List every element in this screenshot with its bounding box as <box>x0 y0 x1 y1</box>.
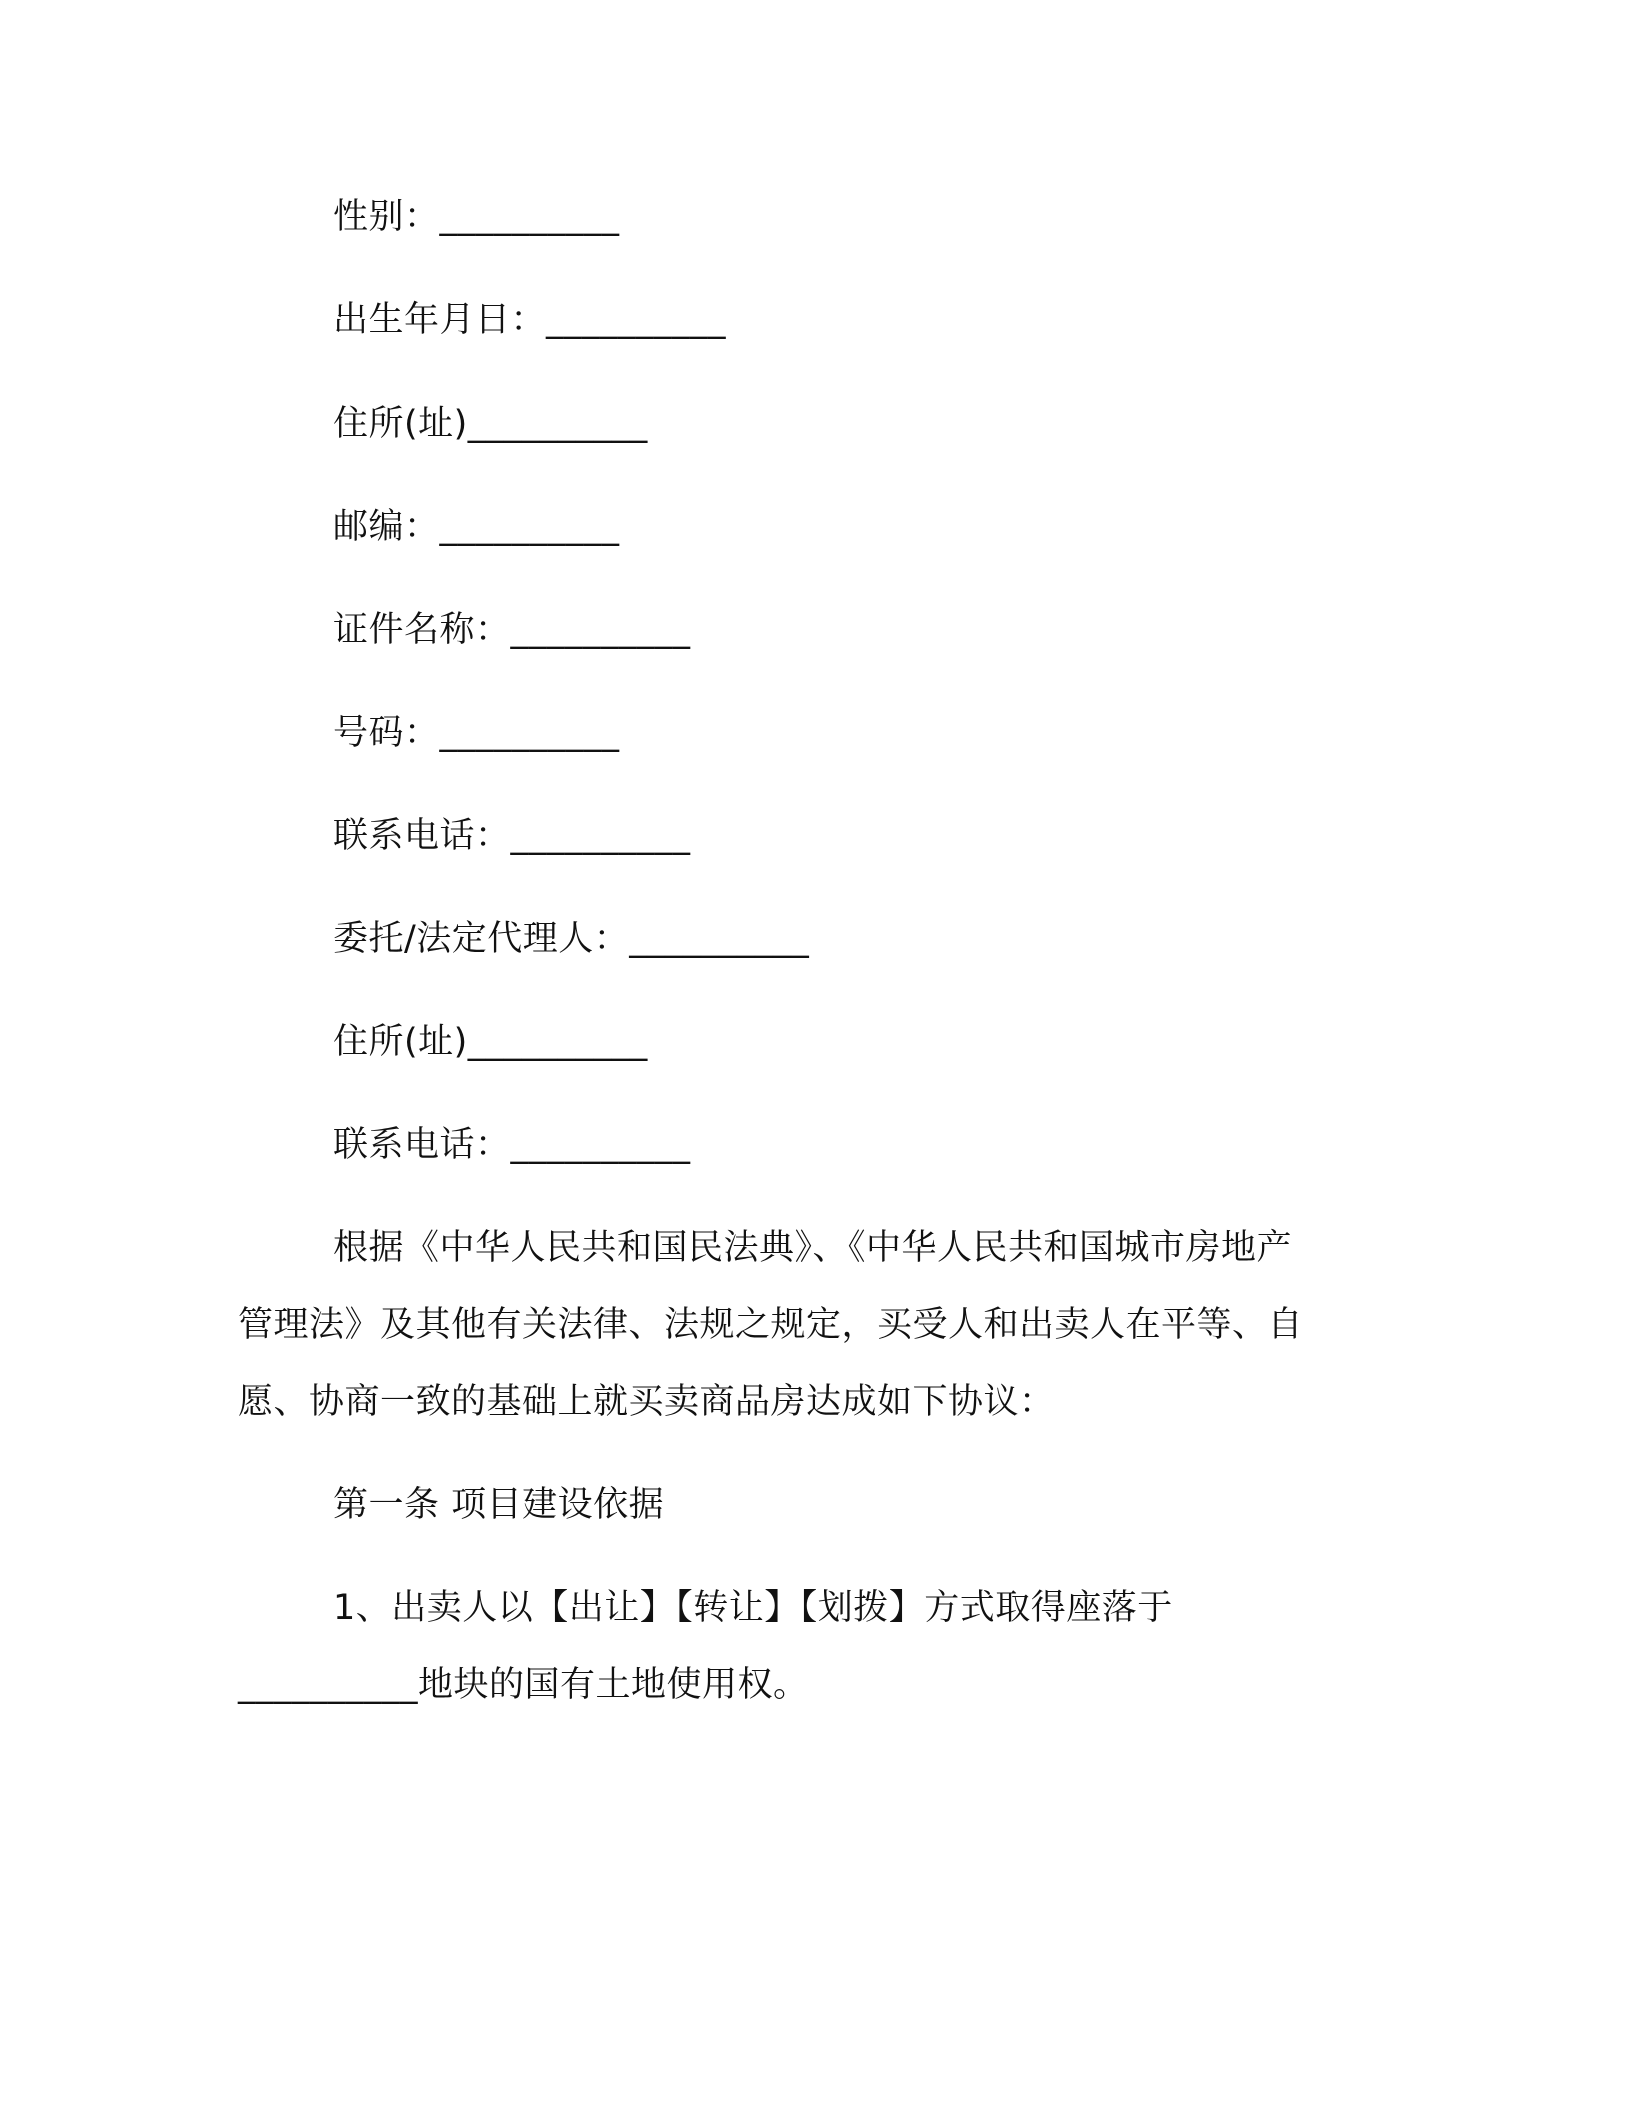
preamble-paragraph <box>238 1224 1378 1455</box>
clause-paragraph <box>238 1584 1378 1738</box>
id-document-name-field: 证件名称：__________ <box>333 610 691 650</box>
preamble-line: 管理法》及其他有关法律、法规之规定，买受人和出卖人在平等、自 <box>238 1305 1304 1345</box>
clause-line: __________地块的国有土地使用权。 <box>238 1665 809 1705</box>
article-title: 第一条 项目建设依据 <box>333 1485 665 1525</box>
preamble-line: 愿、协商一致的基础上就买卖商品房达成如下协议： <box>238 1382 1055 1422</box>
gender-field: 性别：__________ <box>333 197 620 237</box>
birth-date-field: 出生年月日：__________ <box>333 300 727 340</box>
preamble-line: 根据《中华人民共和国民法典》、《中华人民共和国城市房地产 <box>333 1228 1293 1268</box>
address-field: 住所(址)__________ <box>333 404 648 444</box>
agent-field: 委托/法定代理人：__________ <box>333 919 810 959</box>
id-number-field: 号码：__________ <box>333 713 620 753</box>
phone-field: 联系电话：__________ <box>333 816 691 856</box>
agent-phone-field: 联系电话：__________ <box>333 1125 691 1165</box>
clause-line: 1、出卖人以【出让】【转让】【划拨】方式取得座落于 <box>333 1588 1173 1628</box>
agent-address-field: 住所(址)__________ <box>333 1022 648 1062</box>
postal-code-field: 邮编：__________ <box>333 507 620 547</box>
